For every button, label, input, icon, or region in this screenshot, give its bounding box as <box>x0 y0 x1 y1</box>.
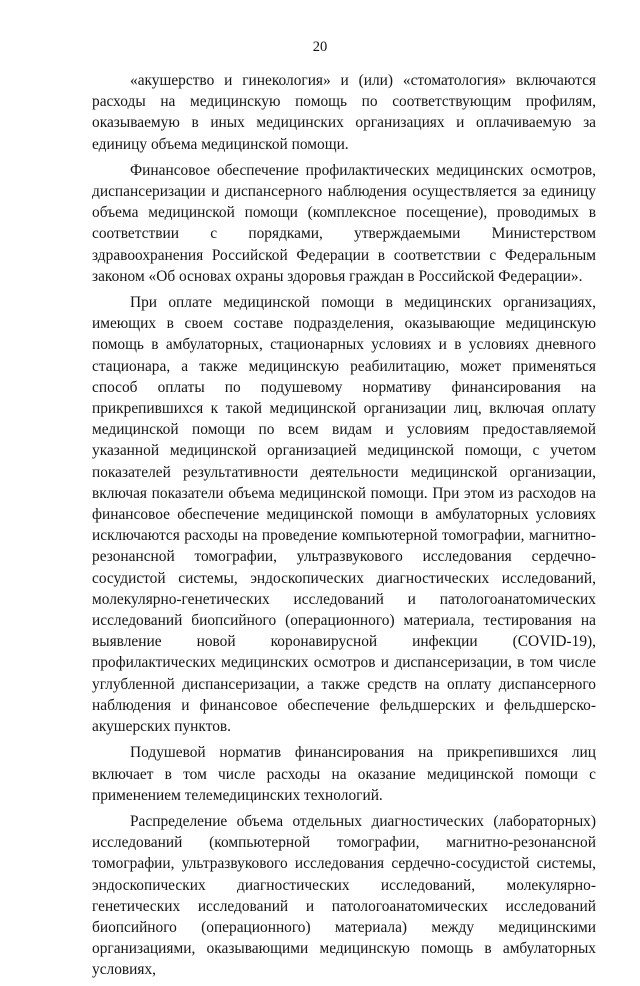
paragraph-telemedicine: Подушевой норматив финансирования на прикрепившихся лиц включает в том числе расходы на оказание медицинской помощи с применением телемедицинских технологий. <box>92 744 596 804</box>
paragraph-diagnostics-distribution: Распределение объема отдельных диагностических (лабораторных) исследований (компьютерной томографии, магнитно-резонансной томографии, ультразвукового исследования сердечно-сосудистой системы, эндоскопических диагностических исследований, молекулярно-генетических исследований и патологоанатомических исследований биопсийного (операционного) материала) между медицинскими организациями, оказывающими медицинскую помощь в амбулаторных условиях, <box>92 812 596 979</box>
paragraph-preventive-exams: Финансовое обеспечение профилактических медицинских осмотров, диспансеризации и диспансерного наблюдения осуществляется за единицу объема медицинской помощи (комплексное посещение), проводимых в соответствии с порядками, утверждаемыми Министерством здравоохранения Российской Федерации в соответствии с Федеральным законом «Об основах охраны здоровья граждан в Российской Федерации». <box>92 161 596 285</box>
page-number: 20 <box>312 39 328 55</box>
paragraph-continuation: «акушерство и гинекология» и (или) «стоматология» включаются расходы на медицинскую помощь по соответствующим профилям, оказываемую в иных медицинских организациях и оплачиваемую за единицу объема медицинской помощи. <box>92 72 596 153</box>
paragraph-per-capita-payment: При оплате медицинской помощи в медицинских организациях, имеющих в своем составе подразделения, оказывающие медицинскую помощь в амбулаторных, стационарных условиях и в условиях дневного стационара, а также медицинскую реабилитацию, может применяться способ оплаты по подушевому нормативу финансирования на прикрепившихся к такой медицинской организации лиц, включая оплату медицинской помощи по всем видам и условиям предоставляемой указанной медицинской организацией медицинской помощи, с учетом показателей результативности деятельности медицинской организации, включая показатели объема медицинской помощи. При этом из расходов на финансовое обеспечение медицинской помощи в амбулаторных условиях исключаются расходы на проведение компьютерной томографии, магнитно-резонансной томографии, ультразвукового исследования сердечно-сосудистой системы, эндоскопических диагностических исследований, молекулярно-генетических исследований и патологоанатомических исследований биопсийного (операционного) материала, тестирования на выявление новой коронавирусной инфекции (COVID-19), профилактических медицинских осмотров и диспансеризации, в том числе углубленной диспансеризации, а также средств на оплату диспансерного наблюдения и финансовое обеспечение фельдшерских и фельдшерско-акушерских пунктов. <box>92 294 596 736</box>
body-text <box>92 70 596 986</box>
